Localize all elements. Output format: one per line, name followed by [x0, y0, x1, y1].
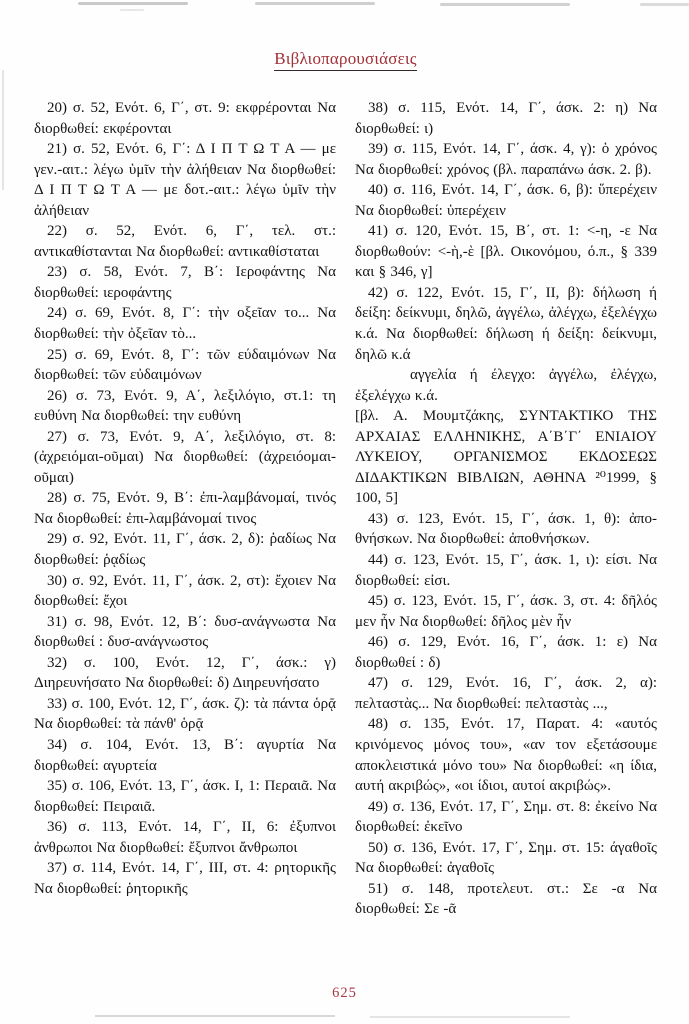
document-page — [34, 0, 657, 920]
erratum-item-27: 27) σ. 73, Ενότ. 9, Α΄, λεξιλόγιο, στ. 8: (ἀχρειόμαι-οῦμαι) Να διορθωθεί: (ἀχρειόομαι-οῦμαι) — [34, 428, 336, 486]
erratum-item-45: 45) σ. 123, Ενότ. 15, Γ΄, άσκ. 3, στ. 4: δῆλός μεν ἦν Να διορθωθεί: δῆλος μὲν ἦν — [355, 593, 657, 630]
erratum-item-29: 29) σ. 92, Ενότ. 11, Γ΄, άσκ. 2, δ): ῥαδίως Να διορθωθεί: ῥᾳδίως — [34, 531, 336, 569]
page-header — [34, 49, 657, 71]
erratum-item-49: 49) σ. 136, Ενότ. 17, Γ΄, Σημ. στ. 8: ἐκείνο Να διορθωθεί: ἐκεῖνο — [355, 798, 657, 836]
erratum-item-48: 48) σ. 135, Ενότ. 17, Παρατ. 4: «αυτός κρινόμενος μόνος του», «αν τον εξετάσουμε αποκλειστικά μόνο του» Να διορθωθεί: «η ίδια, αυτή ακριβώς», «οι ίδιοι, αυτοί ακριβώς». — [355, 716, 657, 795]
left-column — [34, 98, 336, 920]
page-number: 625 — [332, 985, 357, 1001]
erratum-item-38: 38) σ. 115, Ενότ. 14, Γ΄, άσκ. 2: η) Να διορθωθεί: ι) — [355, 100, 657, 137]
erratum-item-46: 46) σ. 129, Ενότ. 16, Γ΄, άσκ. 1: ε) Να διορθωθεί : δ) — [355, 634, 657, 671]
erratum-item-26: 26) σ. 73, Ενότ. 9, Α΄, λεξιλόγιο, στ.1: τη ευθύνη Να διορθωθεί: την ευθύνη — [34, 387, 336, 425]
erratum-item-51: 51) σ. 148, προτελευτ. στ.: Σε -α Να διορθωθεί: Σε -ᾶ — [355, 880, 657, 918]
erratum-item-41: 41) σ. 120, Ενότ. 15, Β΄, στ. 1: <-η, -ε Να διορθωθούν: <-ὴ,-ὲ [βλ. Οικονόμου, ό.π., § 339 και § 346, γ] — [355, 223, 657, 281]
two-column-body — [34, 98, 657, 920]
page-title: Βιβλιοπαρουσιάσεις — [274, 49, 416, 71]
erratum-item-50: 50) σ. 136, Ενότ. 17, Γ΄, Σημ. στ. 15: άγαθοῖς Να διορθωθεί: ἀγαθοῖς — [355, 839, 657, 877]
page-footer — [0, 984, 689, 1002]
erratum-item-36: 36) σ. 113, Ενότ. 14, Γ΄, ΙΙ, 6: ἐξυπνοι ἀνθρωποι Να διορθωθεί: ἔξυπνοι ἄνθρωποι — [34, 819, 336, 856]
erratum-item-24: 24) σ. 69, Ενότ. 8, Γ΄: τὴν οξεῖαν το... Να διορθωθεί: τὴν ὀξεῖαν τὸ... — [34, 305, 336, 343]
erratum-item-40: 40) σ. 116, Ενότ. 14, Γ΄, άσκ. 6, β): ὕπερέχειν Να διορθωθεί: ὑπερέχειν — [355, 182, 657, 219]
erratum-item-22: 22) σ. 52, Ενότ. 6, Γ΄, τελ. στ.: αντικαθίστανται Να διορθωθεί: αντικαθίσταται — [34, 223, 336, 260]
scan-artifact — [2, 70, 4, 190]
scan-artifact — [95, 1015, 335, 1017]
erratum-item-30: 30) σ. 92, Ενότ. 11, Γ΄, άσκ. 2, στ): ἔχοιεν Να διορθωθεί: ἔχοι — [34, 572, 336, 610]
erratum-item-35: 35) σ. 106, Ενότ. 13, Γ΄, άσκ. Ι, 1: Περαιᾶ. Να διορθωθεί: Πειραιᾶ. — [34, 778, 336, 815]
erratum-item-47: 47) σ. 129, Ενότ. 16, Γ΄, άσκ. 2, α): πελταστὰς... Να διορθωθεί: πελταστὰς ..., — [355, 675, 657, 712]
erratum-item-33: 33) σ. 100, Ενότ. 12, Γ΄, άσκ. ζ): τὰ πάντα ὁρᾷ Να διορθωθεί: τὰ πάνθ' ὁρᾷ — [34, 695, 336, 733]
erratum-item-28: 28) σ. 75, Ενότ. 9, Β΄: ἐπι-λαμβάνομαί, τινός Να διορθωθεί: ἐπι-λαμβάνομαί τινος — [34, 490, 336, 527]
erratum-item-43: 43) σ. 123, Ενότ. 15, Γ΄, άσκ. 1, θ): ἀπο-θνήσκων. Να διορθωθεί: ἀποθνήσκων. — [355, 510, 657, 548]
erratum-item-20: 20) σ. 52, Ενότ. 6, Γ΄, στ. 9: εκφρέρονται Να διορθωθεί: εκφέρονται — [34, 100, 336, 137]
bibliographic-note: [βλ. Α. Μουμτζάκης, ΣΥΝΤΑΚΤΙΚΟ ΤΗΣ ΑΡΧΑΙΑΣ ΕΛΛΗΝΙΚΗΣ, Α΄Β΄Γ΄ ΕΝΙΑΙΟΥ ΛΥΚΕΙΟΥ, ΟΡΓΑΝΙΣΜΟΣ ΕΚΔΟΣΕΩΣ ΔΙΔΑΚΤΙΚΩΝ ΒΙΒΛΙΩΝ, ΑΘΗΝΑ ²⁰1999, § 100, 5] — [355, 408, 657, 507]
erratum-item-21: 21) σ. 52, Ενότ. 6, Γ΄: Δ Ι Π Τ Ω Τ Α — με γεν.-αιτ.: λέγω ὑμῖν τὴν ἀλήθειαν Να διορθωθεί: Δ Ι Π Τ Ω Τ Α — με δοτ.-αιτ.: λέγω ὑμῖν τὴν ἀλήθειαν — [34, 141, 336, 219]
erratum-item-25: 25) σ. 69, Ενότ. 8, Γ΄: τῶν εύδαιμόνων Να διορθωθεί: τῶν εὐδαιμόνων — [34, 346, 336, 384]
scan-artifact — [370, 1016, 570, 1018]
erratum-item-34: 34) σ. 104, Ενότ. 13, Β΄: αγυρτία Να διορθωθεί: αγυρτεία — [34, 736, 336, 774]
erratum-item-42-continuation: αγγελία ή έλεγχο: ἀγγέλω, ἐλέγχω, ἐξελέγχω κ.ά. — [355, 367, 657, 404]
erratum-item-31: 31) σ. 98, Ενότ. 12, Β΄: δυσ-ανάγνωστα Να διορθωθεί : δυσ-ανάγνωστος — [34, 613, 336, 651]
erratum-item-23: 23) σ. 58, Ενότ. 7, Β΄: Ιεροφάντης Να διορθωθεί: ιεροφάντης — [34, 264, 336, 301]
erratum-item-37: 37) σ. 114, Ενότ. 14, Γ΄, ΙΙΙ, στ. 4: ρητορικῆς Να διορθωθεί: ῥητορικῆς — [34, 860, 336, 897]
erratum-item-44: 44) σ. 123, Ενότ. 15, Γ΄, άσκ. 1, ι): είσι. Να διορθωθεί: εἰσι. — [355, 552, 657, 589]
erratum-item-32: 32) σ. 100, Ενότ. 12, Γ΄, άσκ.: γ) Διηρευνήσατο Να διορθωθεί: δ) Διηρευνήσατο — [34, 654, 336, 692]
erratum-item-42: 42) σ. 122, Ενότ. 15, Γ΄, ΙΙ, β): δήλωση ή δείξη: δείκνυμι, δηλῶ, ἀγγέλω, ἀλέγχω, ἐξελέγχω κ.ά. Να διορθωθεί: δήλωση ή δείξη: δείκνυμι, δηλῶ κ.ά — [355, 284, 657, 363]
right-column — [355, 98, 657, 920]
erratum-item-39: 39) σ. 115, Ενότ. 14, Γ΄, άσκ. 4, γ): ὁ χρόνος Να διορθωθεί: χρόνος (βλ. παραπάνω άσκ. 2. β). — [355, 141, 657, 178]
